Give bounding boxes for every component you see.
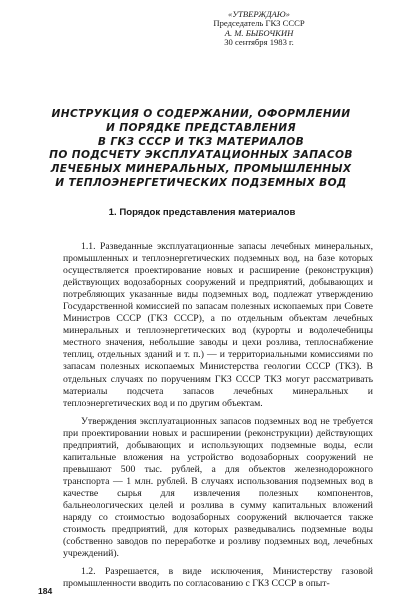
approver-name: А. М. БЫБОЧКИН: [224, 27, 294, 38]
approval-stamp: «УТВЕРЖДАЮ»: [228, 9, 290, 19]
approval-date: 30 сентября 1983 г.: [224, 37, 294, 48]
title-line: ИНСТРУКЦИЯ О СОДЕРЖАНИИ, ОФОРМЛЕНИИ: [51, 108, 351, 120]
title-line: ЛЕЧЕБНЫХ МИНЕРАЛЬНЫХ, ПРОМЫШЛЕННЫХ: [50, 163, 352, 176]
body-text: [63, 241, 373, 596]
title-line: ПО ПОДСЧЕТУ ЭКСПЛУАТАЦИОННЫХ ЗАПАСОВ: [49, 149, 353, 162]
paragraph-1-2: 1.2. Разрешается, в виде исключения, Министерству газовой промышленности вводить по согласованию с ГКЗ СССР в опыт-: [63, 566, 373, 590]
document-title: [38, 108, 364, 191]
approver-position: Председатель ГКЗ СССР: [213, 18, 305, 29]
section-heading: 1. Порядок представления материалов: [108, 207, 296, 218]
title-line: И ПОРЯДКЕ ПРЕДСТАВЛЕНИЯ: [106, 121, 296, 134]
title-line: В ГКЗ СССР И ТКЗ МАТЕРИАЛОВ: [97, 135, 305, 148]
paragraph-approval-exemption: Утверждения эксплуатационных запасов подземных вод не требуется при проектировании новых и расширении (реконструкции) действующих предприятий, добывающих и использующих подземные воды, если капитальные вложения на устройство водозаборных сооружений не превышают 500 тыс. рублей, а для объектов железнодорожного транспорта — 1 млн. рублей. В случаях использования подземных вод в качестве сырья для извлечения полезных компонентов, бальнеологических целей и розлива в сумму капитальных вложений наряду со стоимостью водозаборных сооружений включается также стоимость предприятий, для которых разведывались подземные воды (собственно заводов по переработке и розливу подземных вод, лечебных учреждений).: [63, 415, 373, 560]
paragraph-1-1: 1.1. Разведанные эксплуатационные запасы лечебных минеральных, промышленных и теплоэнергетических подземных вод, на базе которых осуществляется проектирование новых и расширение (реконструкция) действующих водозаборных сооружений и предприятий, добывающих и потребляющих указанные виды подземных вод, подлежат утверждению Государственной комиссией по запасам полезных ископаемых при Совете Министров СССР (ГКЗ СССР), а по отдельным объектам лечебных минеральных и теплоэнергетических вод (курорты и водолечебницы местного значения, небольшие заводы и цехи розлива, теплоснабжение теплиц, отдельных зданий и т. п.) — и территориальными комиссиями по запасам полезных ископаемых Министерства геологии СССР (ТКЗ). В отдельных случаях по поручениям ГКЗ СССР ТКЗ могут рассматривать материалы подсчета запасов лечебных минеральных и теплоэнергетических вод и по другим объектам.: [63, 241, 373, 409]
approval-block: [184, 10, 334, 48]
title-line: И ТЕПЛОЭНЕРГЕТИЧЕСКИХ ПОДЗЕМНЫХ ВОД: [55, 176, 347, 189]
page-number: 184: [38, 586, 53, 596]
